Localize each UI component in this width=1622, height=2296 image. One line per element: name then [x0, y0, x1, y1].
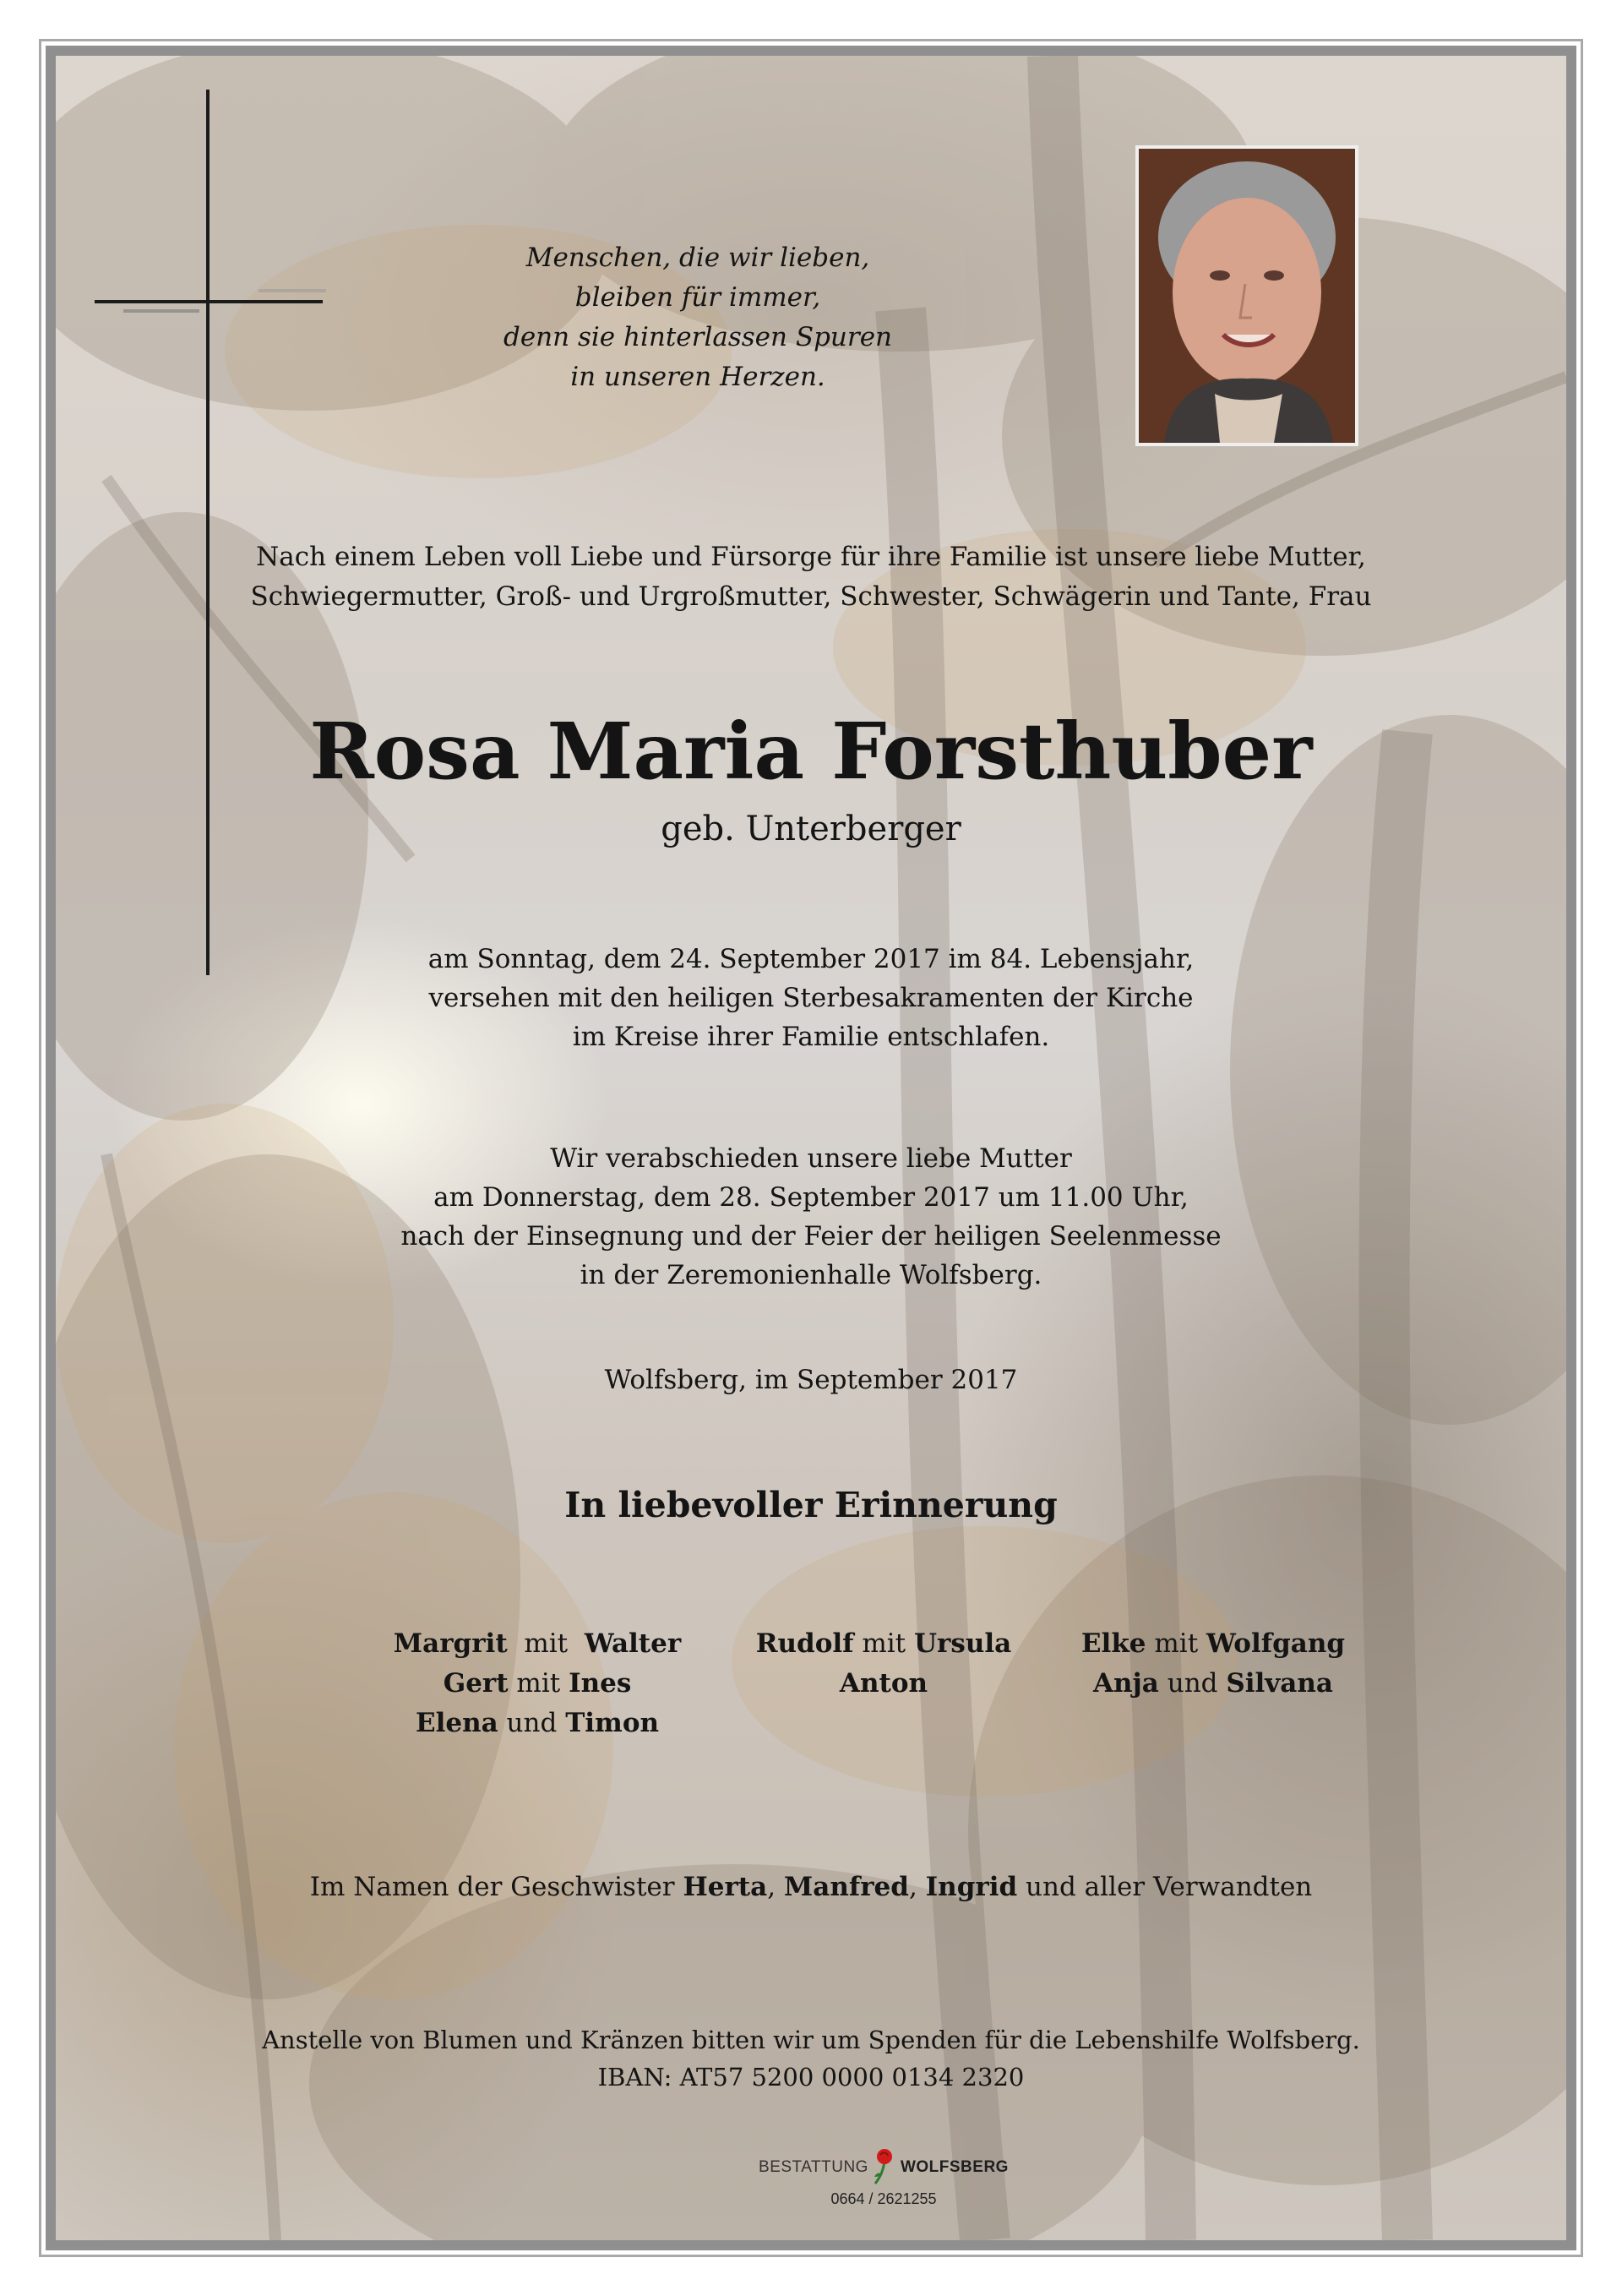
siblings-prefix: Im Namen der Geschwister: [309, 1872, 683, 1902]
verse-line: Menschen, die wir lieben,: [525, 243, 870, 273]
family-name: Silvana: [1226, 1668, 1334, 1699]
iban: IBAN: AT57 5200 0000 0134 2320: [597, 2063, 1025, 2091]
donation-text: Anstelle von Blumen und Kränzen bitten wir um Spenden für die Lebenshilfe Wolfsberg.: [262, 2026, 1360, 2054]
family-entry: [360, 1664, 715, 1704]
death-line: im Kreise ihrer Familie entschlafen.: [572, 1022, 1050, 1052]
intro-line: Schwiegermutter, Groß- und Urgroßmutter, Schwester, Schwägerin und Tante, Frau: [250, 581, 1372, 612]
logo-text-right: WOLFSBERG: [900, 2158, 1009, 2176]
sibling-name: Ingrid: [925, 1872, 1018, 1902]
place-date: Wolfsberg, im September 2017: [604, 1365, 1018, 1395]
family-column-2: [706, 1624, 1061, 1704]
family-name: Gert: [443, 1668, 509, 1699]
funeral-line: am Donnerstag, dem 28. September 2017 um 11.00 Uhr,: [433, 1182, 1189, 1213]
family-entry: [1036, 1624, 1391, 1664]
family-join: und: [1158, 1668, 1227, 1699]
logo-text-left: BESTATTUNG: [759, 2158, 868, 2176]
death-line: am Sonntag, dem 24. September 2017 im 84. Lebensjahr,: [427, 944, 1195, 974]
portrait-photo: [1135, 145, 1358, 446]
sibling-name: Herta: [683, 1872, 768, 1902]
logo-row: [748, 2148, 1019, 2187]
family-name: Timon: [565, 1708, 660, 1738]
siblings-line: [56, 1868, 1566, 1906]
family-name: Anja: [1092, 1668, 1159, 1699]
cross-shadow: [123, 309, 199, 313]
rose-icon: [872, 2148, 897, 2187]
memory-heading: In liebevoller Erinnerung: [564, 1485, 1058, 1525]
family-join: und: [498, 1708, 566, 1738]
donation-request: [56, 2021, 1566, 2096]
verse-line: bleiben für immer,: [574, 282, 821, 313]
family-name: Elena: [415, 1708, 498, 1738]
family-name: Walter: [584, 1628, 682, 1659]
obituary-card: [46, 46, 1576, 2250]
death-line: versehen mit den heiligen Sterbesakramenten der Kirche: [428, 983, 1194, 1013]
family-join: mit: [853, 1628, 914, 1659]
family-join: mit: [507, 1628, 585, 1659]
funeral-line: nach der Einsegnung und der Feier der heiligen Seelenmesse: [400, 1221, 1222, 1252]
verse-line: in unseren Herzen.: [570, 362, 825, 392]
deceased-name: Rosa Maria Forsthuber: [309, 706, 1313, 797]
portrait-image: [1139, 149, 1355, 443]
family-join: mit: [508, 1668, 569, 1699]
phone-number: 0664 / 2621255: [830, 2190, 937, 2207]
family-entry: [360, 1624, 715, 1664]
family-column-3: [1036, 1624, 1391, 1704]
funeral-line: in der Zeremonienhalle Wolfsberg.: [580, 1260, 1042, 1290]
memorial-verse: [495, 238, 901, 397]
family-name: Rudolf: [755, 1628, 854, 1659]
sibling-name: Manfred: [783, 1872, 909, 1902]
family-name: Ines: [569, 1668, 632, 1699]
maiden-name: geb. Unterberger: [661, 810, 961, 848]
funeral-home-logo: [748, 2148, 1019, 2216]
verse-line: denn sie hinterlassen Spuren: [503, 322, 893, 352]
family-entry: [360, 1704, 715, 1743]
siblings-suffix: und aller Verwandten: [1017, 1872, 1313, 1902]
siblings-separator: ,: [908, 1872, 926, 1902]
funeral-line: Wir verabschieden unsere liebe Mutter: [550, 1143, 1072, 1174]
family-name: Elke: [1080, 1628, 1146, 1659]
family-entry: [706, 1664, 1061, 1704]
siblings-separator: ,: [767, 1872, 784, 1902]
siblings-text: [56, 1868, 1566, 1906]
family-entry: [706, 1624, 1061, 1664]
intro-text: [56, 537, 1566, 617]
family-column-1: [360, 1624, 715, 1743]
family-join: mit: [1146, 1628, 1207, 1659]
family-name: Anton: [839, 1668, 928, 1699]
family-name: Wolfgang: [1206, 1628, 1346, 1659]
cross-shadow: [259, 289, 326, 292]
cross-icon-bar: [95, 300, 323, 303]
funeral-notice: [56, 1139, 1566, 1295]
intro-line: Nach einem Leben voll Liebe und Fürsorge für ihre Familie ist unsere liebe Mutter,: [256, 542, 1366, 572]
family-name: Margrit: [393, 1628, 508, 1659]
death-notice: [56, 940, 1566, 1056]
family-name: Ursula: [914, 1628, 1012, 1659]
family-entry: [1036, 1664, 1391, 1704]
